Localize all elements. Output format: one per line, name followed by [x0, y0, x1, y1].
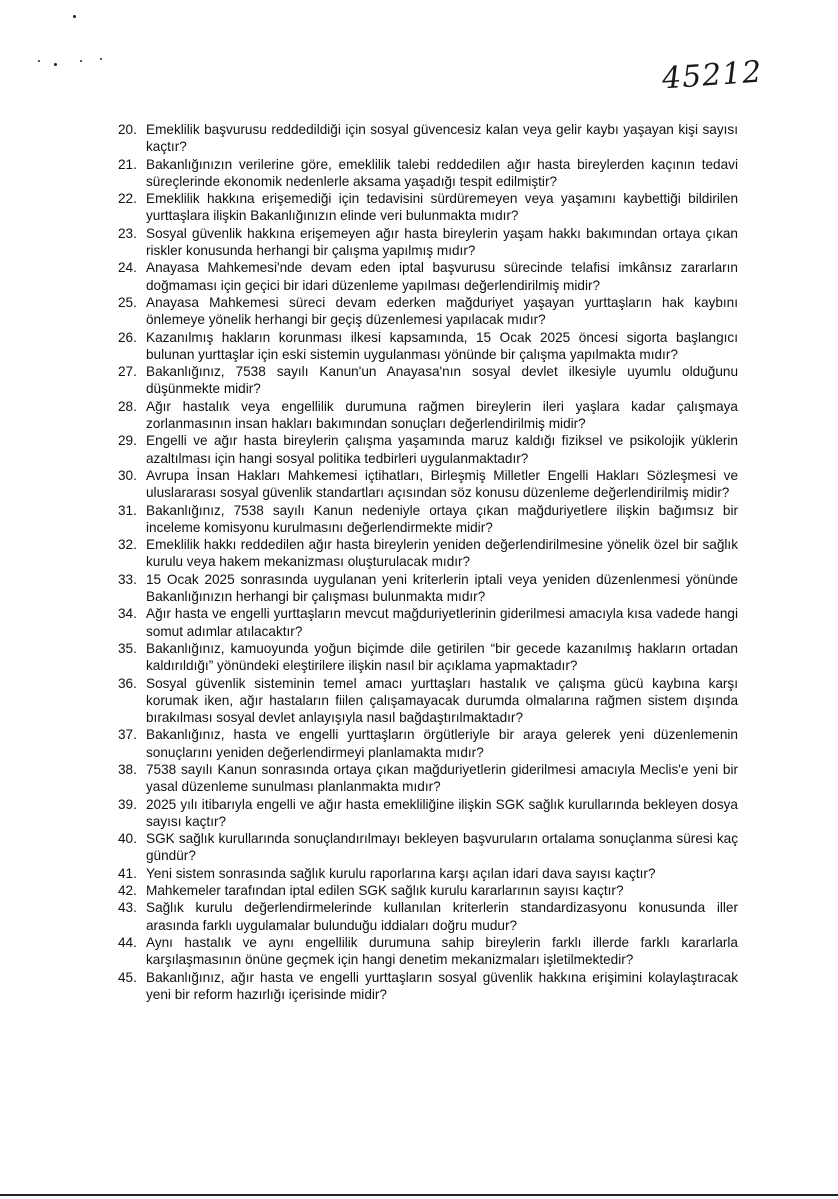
question-item [118, 329, 738, 364]
question-item [118, 398, 738, 433]
question-item [118, 121, 738, 156]
question-text: Bakanlığınız, hasta ve engelli yurttaşların örgütleriyle bir araya gelerek yeni düzenlemenin sonuçlarını yeniden değerlendirmeyi planlamakta mıdır? [146, 727, 738, 760]
question-number: 21. [118, 156, 137, 172]
question-item [118, 882, 738, 899]
scan-speck [73, 15, 76, 18]
question-text: Avrupa İnsan Hakları Mahkemesi içtihatları, Birleşmiş Milletler Engelli Hakları Sözleşmesi ve uluslararası sosyal güvenlik standartları açısından söz konusu düzenleme değerlendirilmiş midir? [146, 467, 738, 501]
scan-speck [54, 63, 57, 66]
question-number: 41. [118, 865, 137, 881]
question-item [118, 536, 738, 571]
question-text: Emeklilik başvurusu reddedildiği için sosyal güvencesiz kalan veya gelir kaybı yaşayan kişi sayısı kaçtır? [146, 122, 738, 155]
question-number: 35. [118, 640, 137, 656]
question-item [118, 796, 738, 831]
question-number: 32. [118, 537, 137, 553]
question-number: 45. [118, 969, 137, 985]
question-text: Mahkemeler tarafından iptal edilen SGK sağlık kurulu kararlarının sayısı kaçtır? [146, 883, 624, 899]
question-text: Ağır hasta ve engelli yurttaşların mevcut mağduriyetlerinin giderilmesi amacıyla kısa vadede hangi somut adımlar atılacaktır? [146, 606, 738, 639]
question-number: 31. [118, 502, 137, 518]
question-text: Kazanılmış hakların korunması ilkesi kapsamında, 15 Ocak 2025 öncesi sigorta başlangıcı bulunan yurttaşlar için eski sistemin uygulanması yönünde bir çalışma yapılmakta mıdır? [146, 329, 738, 362]
scan-speck [38, 60, 40, 62]
question-text: 15 Ocak 2025 sonrasında uygulanan yeni kriterlerin iptali veya yeniden düzenlenmesi yönünde Bakanlığınızın herhangi bir çalışması bulunmakta mıdır? [146, 571, 738, 605]
question-text: Yeni sistem sonrasında sağlık kurulu raporlarına karşı açılan idari dava sayısı kaçtır? [146, 865, 656, 881]
question-number: 33. [118, 571, 137, 587]
question-item [118, 363, 738, 398]
question-text: Ağır hastalık veya engellilik durumuna rağmen bireylerin ileri yaşlara kadar çalışmaya zorlanmasının insan hakları bakımından sonuçları değerlendirilmiş midir? [146, 398, 738, 432]
scan-speck [80, 60, 82, 62]
question-number: 23. [118, 225, 137, 241]
question-item [118, 156, 738, 191]
question-text: 7538 sayılı Kanun sonrasında ortaya çıkan mağduriyetlerin giderilmesi amacıyla Meclis'e yeni bir yasal düzenleme sunulması planlanmakta mıdır? [146, 761, 738, 795]
question-number: 44. [118, 934, 137, 950]
question-number: 37. [118, 727, 137, 743]
question-number: 25. [118, 294, 137, 310]
question-text: 2025 yılı itibarıyla engelli ve ağır hasta emekliliğine ilişkin SGK sağlık kurullarında bekleyen dosya sayısı kaçtır? [146, 796, 738, 829]
question-number: 29. [118, 433, 137, 449]
question-item [118, 259, 738, 294]
question-number: 34. [118, 606, 137, 622]
question-item [118, 640, 738, 675]
question-text: Anayasa Mahkemesi'nde devam eden iptal başvurusu sürecinde telafisi imkânsız zararların doğmaması için geçici bir idari düzenleme yapılması değerlendirilmiş midir? [146, 260, 738, 293]
question-text: Bakanlığınızın verilerine göre, emeklilik talebi reddedilen ağır hasta bireylerden kaçının tedavi süreçlerinde ekonomik nedenlerle aksama yaşadığı tespit edilmiştir? [146, 156, 738, 189]
question-item [118, 502, 738, 537]
question-text: Sosyal güvenlik hakkına erişemeyen ağır hasta bireylerin yaşam hakkı bakımından ortaya çıkan riskler konusunda herhangi bir çalışma yapılmış mıdır? [146, 225, 738, 259]
question-item [118, 294, 738, 329]
question-number: 39. [118, 796, 137, 812]
question-item [118, 830, 738, 865]
question-number: 30. [118, 467, 137, 483]
question-item [118, 571, 738, 606]
question-item [118, 225, 738, 260]
question-text: Sağlık kurulu değerlendirmelerinde kullanılan kriterlerin standardizasyonu konusunda iller arasında farklı uygulamalar bulunduğu iddiaları doğru mudur? [146, 900, 738, 933]
question-number: 22. [118, 191, 137, 207]
question-item [118, 899, 738, 934]
question-item [118, 726, 738, 761]
handwritten-document-number: 45212 [660, 54, 764, 97]
question-number: 40. [118, 831, 137, 847]
question-item [118, 190, 738, 225]
question-text: Bakanlığınız, kamuoyunda yoğun biçimde dile getirilen “bir gecede kazanılmış hakların ortadan kaldırıldığı” yönündeki eleştirilere ilişkin nasıl bir açıklama yapmaktadır? [146, 640, 738, 674]
question-item [118, 467, 738, 502]
question-item [118, 934, 738, 969]
question-number: 28. [118, 398, 137, 414]
question-text: Bakanlığınız, 7538 sayılı Kanun'un Anayasa'nın sosyal devlet ilkesiyle uyumlu olduğunu düşünmekte midir? [146, 364, 738, 397]
question-text: Bakanlığınız, ağır hasta ve engelli yurttaşların sosyal güvenlik hakkına erişimini kolaylaştıracak yeni bir reform hazırlığı içerisinde midir? [146, 969, 738, 1002]
question-text: Sosyal güvenlik sisteminin temel amacı yurttaşları hastalık ve çalışma gücü kaybına karşı korumak iken, ağır hastaların fiilen çalışamayacak durumda olmalarına rağmen sistem dışında bırakılması sosyal devlet anlayışıyla nasıl bağdaştırılmaktadır? [146, 675, 738, 726]
question-item [118, 865, 738, 882]
question-text: Engelli ve ağır hasta bireylerin çalışma yaşamında maruz kaldığı fiziksel ve psikolojik yüklerin azaltılması için hangi sosyal politika tedbirleri uygulanmaktadır? [146, 433, 738, 466]
question-text: Anayasa Mahkemesi süreci devam ederken mağduriyet yaşayan yurttaşların hak kaybını önlemeye yönelik herhangi bir geçiş düzenlemesi yapılacak mıdır? [146, 294, 738, 328]
question-text: Aynı hastalık ve aynı engellilik durumuna sahip bireylerin farklı illerde farklı kararlarla karşılaşmasının önüne geçmek için hangi denetim mekanizmaları işletilmektedir? [146, 934, 738, 968]
question-number: 26. [118, 329, 137, 345]
question-number: 43. [118, 900, 137, 916]
scan-speck [100, 58, 102, 60]
question-text: SGK sağlık kurullarında sonuçlandırılmayı bekleyen başvuruların ortalama sonuçlanma süresi kaç gündür? [146, 831, 738, 864]
bottom-border-line [0, 1194, 838, 1196]
question-text: Emeklilik hakkına erişemediği için tedavisini sürdüremeyen veya yaşamını kaybettiği bildirilen yurttaşlara ilişkin Bakanlığınızın elinde veri bulunmakta mıdır? [146, 191, 738, 224]
question-item [118, 432, 738, 467]
question-number: 42. [118, 883, 137, 899]
question-number: 38. [118, 761, 137, 777]
question-number: 20. [118, 122, 137, 137]
question-item [118, 675, 738, 727]
question-item [118, 969, 738, 1004]
question-text: Bakanlığınız, 7538 sayılı Kanun nedeniyle ortaya çıkan mağduriyetlere ilişkin bağımsız bir inceleme komisyonu kurulmasını değerlendirmekte midir? [146, 502, 738, 535]
question-number: 36. [118, 675, 137, 691]
question-item [118, 605, 738, 640]
question-number: 27. [118, 364, 137, 380]
question-number: 24. [118, 260, 137, 276]
question-text: Emeklilik hakkı reddedilen ağır hasta bireylerin yeniden değerlendirilmesine yönelik özel bir sağlık kurulu veya hakem mekanizması oluşturulacak mıdır? [146, 537, 738, 570]
question-list [118, 121, 738, 1003]
question-item [118, 761, 738, 796]
